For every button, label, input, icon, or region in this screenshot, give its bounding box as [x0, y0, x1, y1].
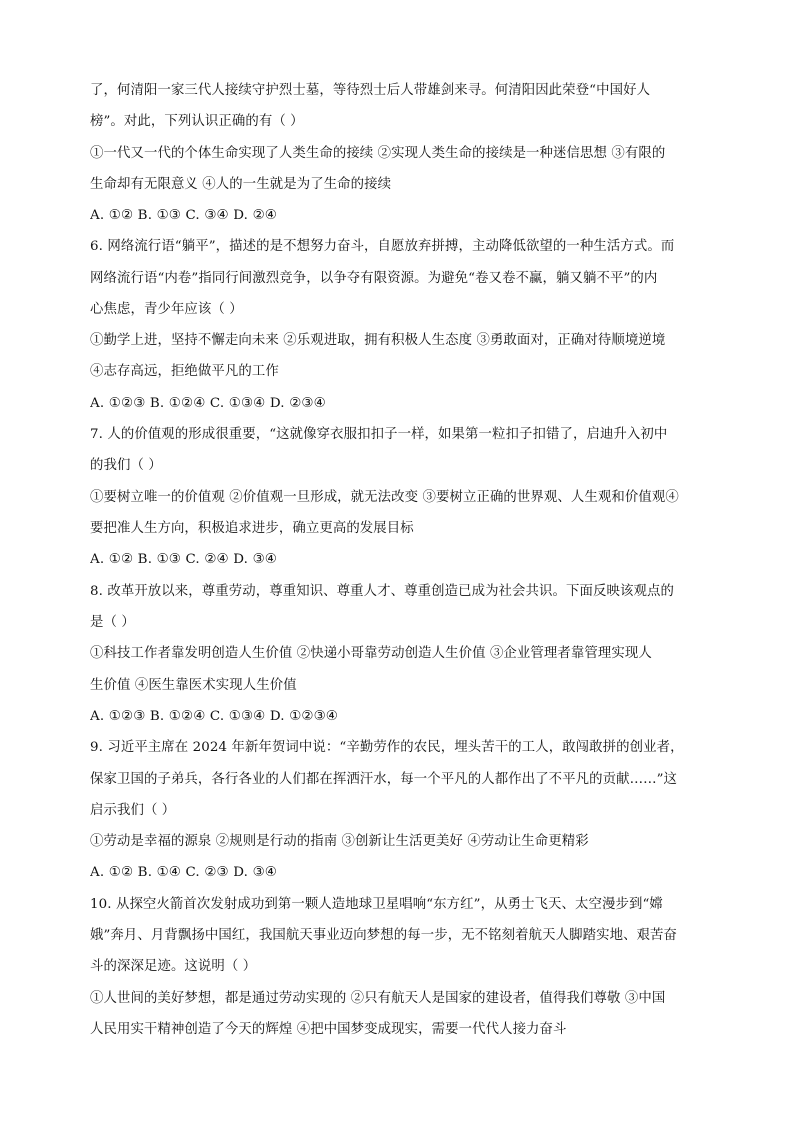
question-9-options: A. ①② B. ①④ C. ②③ D. ③④	[90, 865, 277, 880]
question-7-text-line-1: 7. 人的价值观的形成很重要，“这就像穿衣服扣扣子一样，如果第一粒扣子扣错了，启迪升入初中	[90, 427, 668, 442]
question-6-text-line-1: 6. 网络流行语“躺平”，描述的是不想努力奋斗，自愿放弃拼搏，主动降低欲望的一种生活方式。而	[90, 239, 675, 254]
question-10-statements-line-2: 人民用实干精神创造了今天的辉煌 ④把中国梦变成现实，需要一代代人接力奋斗	[90, 1022, 567, 1037]
question-8-statements-line-2: 生价值 ④医生靠医术实现人生价值	[90, 678, 297, 693]
question-5-statements-line-2: 生命却有无限意义 ④人的一生就是为了生命的接续	[90, 177, 392, 192]
question-9-text-line-3: 启示我们（ ）	[90, 803, 176, 818]
question-6-statements-line-1: ①勤学上进，坚持不懈走向未来 ②乐观进取，拥有积极人生态度 ③勇敢面对，正确对待顺境逆境	[90, 333, 666, 348]
question-10-text-line-1: 10. 从探空火箭首次发射成功到第一颗人造地球卫星唱响“东方红”，从勇士飞天、太空漫步到“嫦	[90, 897, 663, 912]
question-6-statements-line-2: ④志存高远，拒绝做平凡的工作	[90, 364, 279, 379]
question-10-text-line-2: 娥”奔月、月背飘扬中国红，我国航天事业迈向梦想的每一步，无不铭刻着航天人脚踏实地、艰苦奋	[90, 928, 678, 943]
question-6-options: A. ①②③ B. ①②④ C. ①③④ D. ②③④	[90, 396, 326, 411]
question-7-statements-line-1: ①要树立唯一的价值观 ②价值观一旦形成，就无法改变 ③要树立正确的世界观、人生观和价值观④	[90, 490, 679, 505]
question-10-statements-line-1: ①人世间的美好梦想，都是通过劳动实现的 ②只有航天人是国家的建设者，值得我们尊敬 ③中国	[90, 991, 666, 1006]
question-5-statements-line-1: ①一代又一代的个体生命实现了人类生命的接续 ②实现人类生命的接续是一种迷信思想 ③有限的	[90, 146, 666, 161]
question-5-text-line-2: 榜”。对此，下列认识正确的有（ ）	[90, 114, 304, 129]
question-9-statements: ①劳动是幸福的源泉 ②规则是行动的指南 ③创新让生活更美好 ④劳动让生命更精彩	[90, 834, 589, 849]
question-9-text-line-2: 保家卫国的子弟兵，各行各业的人们都在挥洒汗水，每一个平凡的人都作出了不平凡的贡献……”这	[90, 772, 678, 787]
question-7-options: A. ①② B. ①③ C. ②④ D. ③④	[90, 552, 277, 567]
question-5-text-line-1: 了，何清阳一家三代人接续守护烈士墓，等待烈士后人带雄剑来寻。何清阳因此荣登“中国好人	[90, 83, 651, 98]
question-8-text-line-2: 是（ ）	[90, 615, 135, 630]
question-7-text-line-2: 的我们（ ）	[90, 458, 162, 473]
question-7-statements-line-2: 要把准人生方向，积极追求进步，确立更高的发展目标	[90, 521, 414, 536]
question-10-text-line-3: 斗的深深足迹。这说明（ ）	[90, 959, 257, 974]
question-6-text-line-3: 心焦虑，青少年应该（ ）	[90, 302, 243, 317]
question-8-text-line-1: 8. 改革开放以来，尊重劳动，尊重知识、尊重人才、尊重创造已成为社会共识。下面反映该观点的	[90, 584, 674, 599]
question-8-statements-line-1: ①科技工作者靠发明创造人生价值 ②快递小哥靠劳动创造人生价值 ③企业管理者靠管理实现人	[90, 646, 652, 661]
question-6-text-line-2: 网络流行语“内卷”指同行间激烈竞争，以争夺有限资源。为避免“卷又卷不赢，躺又躺不平”的内	[90, 271, 658, 286]
question-8-options: A. ①②③ B. ①②④ C. ①③④ D. ①②③④	[90, 709, 339, 724]
question-5-options: A. ①② B. ①③ C. ③④ D. ②④	[90, 208, 277, 223]
question-9-text-line-1: 9. 习近平主席在 2024 年新年贺词中说：“辛勤劳作的农民，埋头苦干的工人，敢闯敢拼的创业者，	[90, 740, 684, 755]
